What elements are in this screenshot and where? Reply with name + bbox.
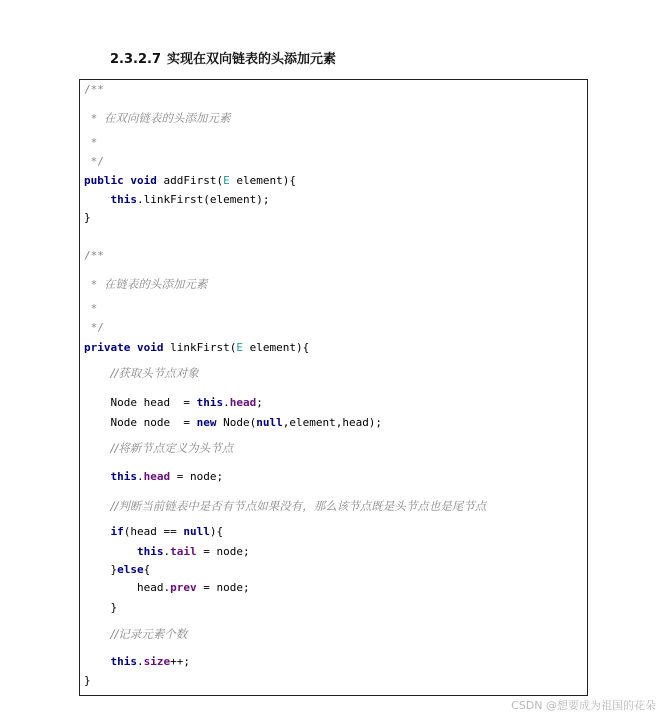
code-token: element){ (229, 174, 296, 187)
code-token: . (137, 470, 144, 483)
code-token: * (84, 136, 98, 149)
code-token: = node; (196, 545, 250, 558)
code-token: ++; (170, 655, 190, 668)
code-token: .linkFirst(element); (137, 193, 270, 206)
code-token: this (110, 470, 137, 483)
code-token: */ (84, 155, 104, 168)
code-token: head. (84, 581, 171, 594)
code-line (84, 499, 486, 514)
code-token: ){ (209, 525, 224, 538)
code-line (84, 396, 263, 410)
code-line (84, 277, 207, 292)
code-token: /** (84, 249, 104, 262)
code-token: * (84, 112, 104, 125)
code-token (84, 500, 111, 513)
code-token: this (110, 193, 137, 206)
code-token: /** (84, 83, 104, 96)
code-token: head (229, 396, 257, 409)
section-title: 实现在双向链表的头添加元素 (167, 52, 337, 67)
code-line (84, 302, 97, 316)
code-line (84, 111, 230, 126)
code-token (84, 470, 111, 483)
code-line (84, 470, 223, 484)
code-token: = node; (170, 470, 224, 483)
code-line (84, 249, 104, 263)
code-token: this (196, 396, 224, 409)
code-line (84, 674, 91, 688)
code-token (130, 341, 137, 354)
code-line (84, 563, 150, 577)
watermark: CSDN @想要成为祖国的花朵 (511, 699, 656, 712)
code-token: addFirst( (156, 174, 224, 187)
code-line (84, 155, 104, 169)
code-token: 在链表的头添加元素 (103, 277, 208, 291)
code-token: this (110, 655, 137, 668)
code-token: { (143, 563, 151, 576)
code-token: ,element,head); (282, 416, 383, 429)
code-line (84, 416, 382, 430)
code-token: if (110, 525, 124, 538)
code-block (79, 79, 588, 696)
code-token (84, 367, 111, 380)
code-token: tail (170, 545, 197, 558)
code-token (84, 628, 111, 641)
code-token: Node( (216, 416, 257, 429)
code-token: //将新节点定义为头节点 (110, 441, 234, 455)
code-token: //判断当前链表中是否有节点如果没有，那么该节点既是头节点也是尾节点 (110, 499, 487, 513)
code-token: head (143, 470, 171, 483)
code-line (84, 321, 104, 335)
code-token: 在双向链表的头添加元素 (103, 111, 231, 125)
code-line (84, 136, 97, 150)
code-token: } (84, 211, 91, 224)
code-line (84, 211, 91, 225)
code-token: void (136, 341, 164, 354)
code-line (84, 174, 296, 188)
code-token: (head == (123, 525, 184, 538)
code-line (84, 83, 104, 97)
code-token: //获取头节点对象 (110, 366, 199, 380)
code-line (84, 655, 190, 669)
section-number: 2.3.2.7 (110, 52, 161, 67)
code-token: */ (84, 321, 104, 334)
code-token: private (84, 341, 131, 354)
code-token: E (236, 341, 243, 354)
code-token: } (84, 601, 118, 614)
code-token: E (223, 174, 230, 187)
code-token: new (196, 416, 217, 429)
code-token: } (84, 563, 118, 576)
code-line (84, 545, 250, 559)
code-line (84, 366, 199, 381)
code-token (84, 442, 111, 455)
code-token: null (183, 525, 210, 538)
code-token: this (136, 545, 164, 558)
code-token: } (84, 674, 91, 687)
section-heading (110, 48, 336, 67)
code-token: size (143, 655, 171, 668)
code-token: prev (170, 581, 197, 594)
code-token: Node head = (84, 396, 197, 409)
code-token: . (223, 396, 230, 409)
code-token (84, 525, 111, 538)
code-line (84, 441, 233, 456)
code-token: Node node = (84, 416, 197, 429)
code-token: //记录元素个数 (110, 627, 188, 641)
code-line (84, 525, 223, 539)
code-line (84, 341, 309, 355)
code-token: = node; (196, 581, 250, 594)
code-token: * (84, 302, 98, 315)
code-token: public (84, 174, 124, 187)
code-token (84, 545, 137, 558)
code-line (84, 193, 269, 207)
code-token (84, 193, 111, 206)
code-token: linkFirst( (163, 341, 237, 354)
code-token: void (130, 174, 157, 187)
code-token: . (137, 655, 144, 668)
code-token: . (163, 545, 171, 558)
code-token: * (84, 278, 104, 291)
code-token (84, 655, 111, 668)
code-token: else (117, 563, 144, 576)
code-line (84, 581, 250, 595)
code-line (84, 627, 187, 642)
code-token: ; (256, 396, 263, 409)
code-token: null (256, 416, 283, 429)
code-line (84, 601, 117, 615)
code-token: element){ (242, 341, 310, 354)
